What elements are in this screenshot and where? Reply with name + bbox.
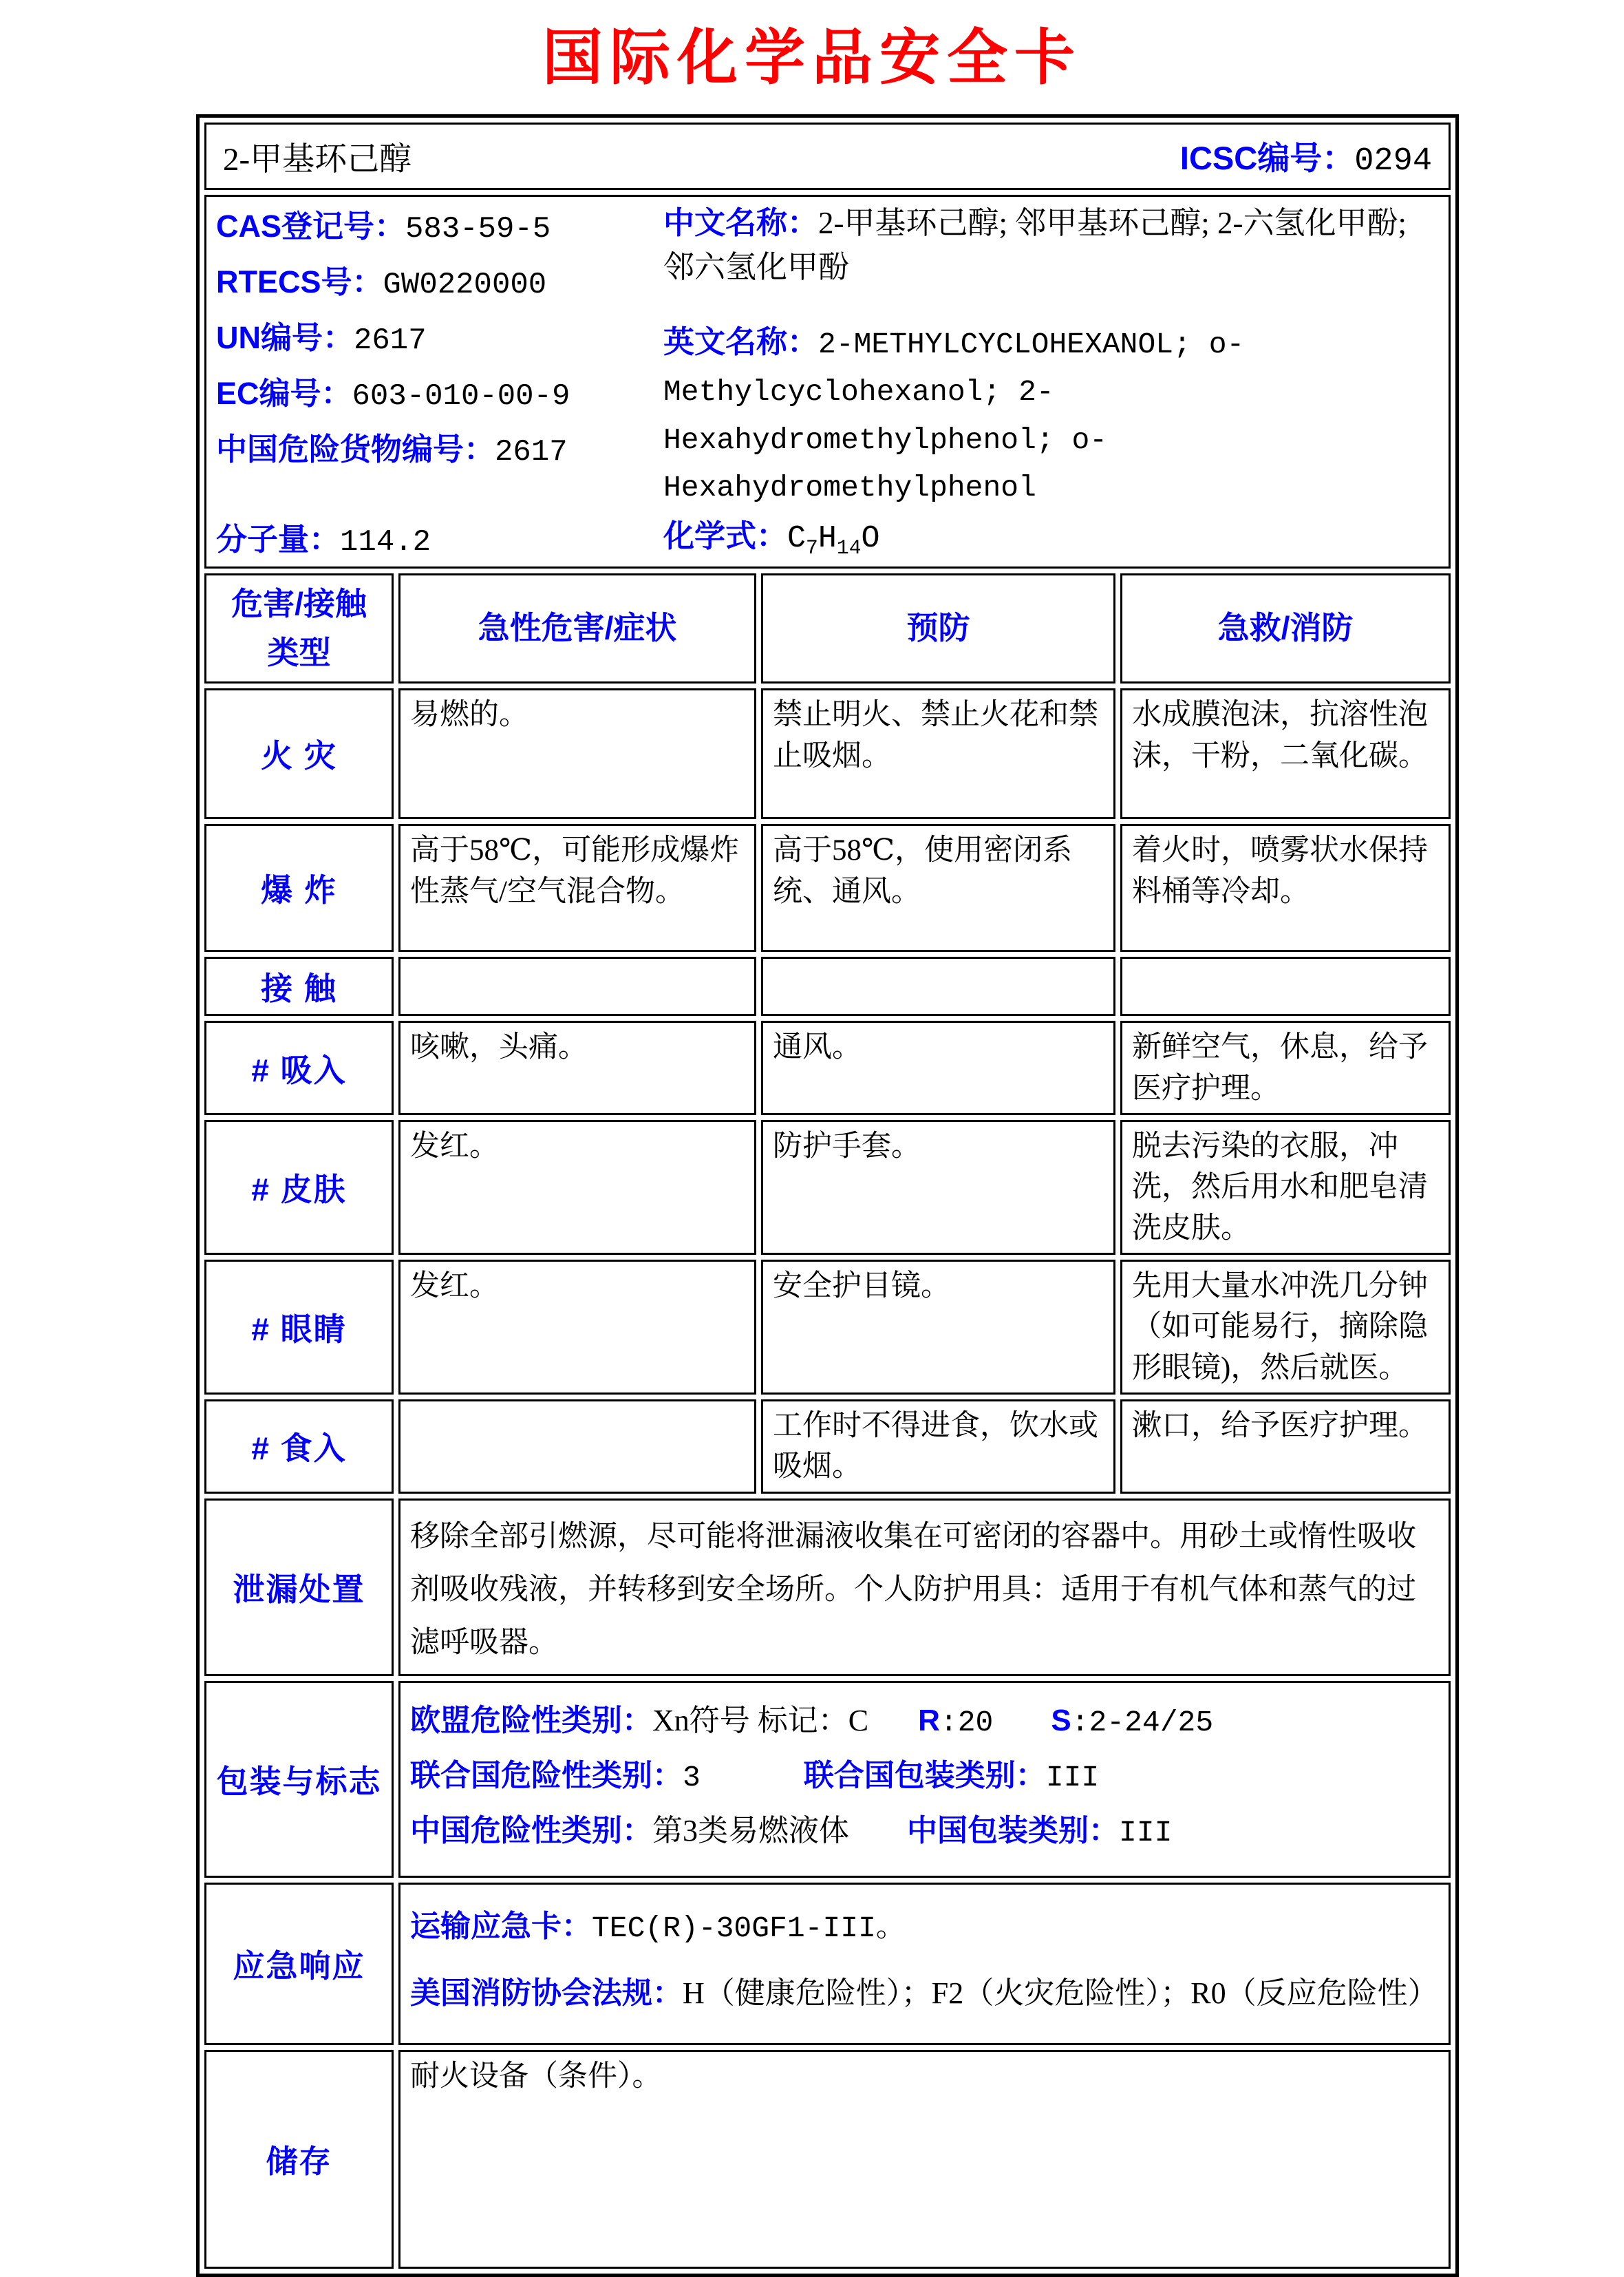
chinese-name: 中文名称：2-甲基环己醇; 邻甲基环己醇; 2-六氢化甲酚; 邻六氢化甲酚 <box>663 205 1407 284</box>
hazard-header-row <box>204 573 1451 684</box>
row-label-explosion: 爆 炸 <box>204 824 394 952</box>
header-firstaid-firefighting: 急救/消防 <box>1120 573 1451 684</box>
row-label-spillage: 泄漏处置 <box>204 1498 394 1676</box>
row-spillage <box>204 1498 1451 1676</box>
emergency-nfpa-line: 美国消防协会法规：H（健康危险性）；F2（火灾危险性）；R0（反应危险性） <box>410 1976 1438 2011</box>
icsc-number-label: ICSC编号： <box>1179 140 1355 176</box>
chemical-name: 2-甲基环己醇 <box>223 141 412 178</box>
row-ingestion <box>204 1399 1451 1494</box>
icsc-number-value: 0294 <box>1354 143 1433 180</box>
row-label-emergency: 应急响应 <box>204 1883 394 2045</box>
explosion-symptoms: 高于58℃，可能形成爆炸性蒸气/空气混合物。 <box>398 824 756 952</box>
row-label-fire: 火 灾 <box>204 688 394 819</box>
inhalation-firstaid: 新鲜空气，休息，给予医疗护理。 <box>1120 1021 1451 1115</box>
header-acute-symptoms: 急性危害/症状 <box>398 573 756 684</box>
english-name: 英文名称：2-METHYLCYCLOHEXANOL; o-Methylcyclohexanol; 2-Hexahydromethylphenol; o-Hexahydromethylphenol <box>663 324 1245 505</box>
row-fire <box>204 688 1451 819</box>
packaging-un-line: 联合国危险性类别：3 联合国包装类别：III <box>410 1758 1100 1794</box>
row-emergency <box>204 1883 1451 2045</box>
ingestion-prevention: 工作时不得进食，饮水或吸烟。 <box>761 1399 1115 1494</box>
explosion-prevention: 高于58℃，使用密闭系统、通风。 <box>761 824 1115 952</box>
row-skin <box>204 1120 1451 1255</box>
eyes-symptoms: 发红。 <box>398 1260 756 1395</box>
row-explosion <box>204 824 1451 952</box>
skin-prevention: 防护手套。 <box>761 1120 1115 1255</box>
row-label-exposure: 接 触 <box>204 957 394 1016</box>
spillage-text: 移除全部引燃源，尽可能将泄漏液收集在可密闭的容器中。用砂土或惰性吸收剂吸收残液，并转移到安全场所。个人防护用具：适用于有机气体和蒸气的过滤呼吸器。 <box>398 1498 1451 1676</box>
china-dangerous-goods-number: 中国危险货物编号：2617 <box>216 432 568 469</box>
page-title: 国际化学品安全卡 <box>542 25 1082 92</box>
inhalation-symptoms: 咳嗽，头痛。 <box>398 1021 756 1115</box>
fire-prevention: 禁止明火、禁止火花和禁止吸烟。 <box>761 688 1115 819</box>
row-label-packaging: 包装与标志 <box>204 1681 394 1878</box>
packaging-text <box>398 1681 1451 1878</box>
row-storage <box>204 2050 1451 2269</box>
exposure-prevention <box>761 957 1115 1016</box>
row-exposure <box>204 957 1451 1016</box>
header-hazard-type: 危害/接触类型 <box>204 573 394 684</box>
icsc-number <box>1180 133 1432 180</box>
row-label-ingestion: # 食入 <box>204 1399 394 1494</box>
cas-number: CAS登记号：583-59-5 <box>216 209 551 246</box>
row-label-storage: 储存 <box>204 2050 394 2269</box>
identifier-list <box>216 201 663 562</box>
icsc-card-table <box>196 114 1459 2277</box>
emergency-tec-line: 运输应急卡：TEC(R)-30GF1-III。 <box>410 1909 906 1945</box>
packaging-eu-line: 欧盟危险性类别：Xn符号 标记：C R:20 S:2-24/25 <box>410 1703 1214 1739</box>
un-number: UN编号：2617 <box>216 320 427 358</box>
eyes-prevention: 安全护目镜。 <box>761 1260 1115 1395</box>
rtecs-number: RTECS号：GW0220000 <box>216 264 547 302</box>
eyes-firstaid: 先用大量水冲洗几分钟（如可能易行，摘除隐形眼镜)，然后就医。 <box>1120 1260 1451 1395</box>
ec-number: EC编号：603-010-00-9 <box>216 376 570 414</box>
name-list <box>663 201 1439 562</box>
packaging-cn-line: 中国危险性类别：第3类易燃液体 中国包装类别：III <box>410 1813 1173 1850</box>
row-eyes <box>204 1260 1451 1395</box>
ingestion-firstaid: 漱口，给予医疗护理。 <box>1120 1399 1451 1494</box>
emergency-text <box>398 1883 1451 2045</box>
fire-firstaid: 水成膜泡沫，抗溶性泡沫，干粉，二氧化碳。 <box>1120 688 1451 819</box>
skin-symptoms: 发红。 <box>398 1120 756 1255</box>
row-inhalation <box>204 1021 1451 1115</box>
row-label-skin: # 皮肤 <box>204 1120 394 1255</box>
inhalation-prevention: 通风。 <box>761 1021 1115 1115</box>
explosion-firstaid: 着火时，喷雾状水保持料桶等冷却。 <box>1120 824 1451 952</box>
row-packaging <box>204 1681 1451 1878</box>
identifiers-row <box>204 195 1451 569</box>
exposure-symptoms <box>398 957 756 1016</box>
fire-symptoms: 易燃的。 <box>398 688 756 819</box>
ingestion-symptoms <box>398 1399 756 1494</box>
row-label-inhalation: # 吸入 <box>204 1021 394 1115</box>
skin-firstaid: 脱去污染的衣服，冲洗，然后用水和肥皂清洗皮肤。 <box>1120 1120 1451 1255</box>
chemical-formula: 化学式：$C_7H_{14}O$ <box>663 518 880 560</box>
exposure-firstaid <box>1120 957 1451 1016</box>
name-row <box>204 123 1451 190</box>
molecular-weight: 分子量：114.2 <box>216 521 431 560</box>
header-prevention: 预防 <box>761 573 1115 684</box>
row-label-eyes: # 眼睛 <box>204 1260 394 1395</box>
storage-text: 耐火设备（条件）。 <box>398 2050 1451 2269</box>
